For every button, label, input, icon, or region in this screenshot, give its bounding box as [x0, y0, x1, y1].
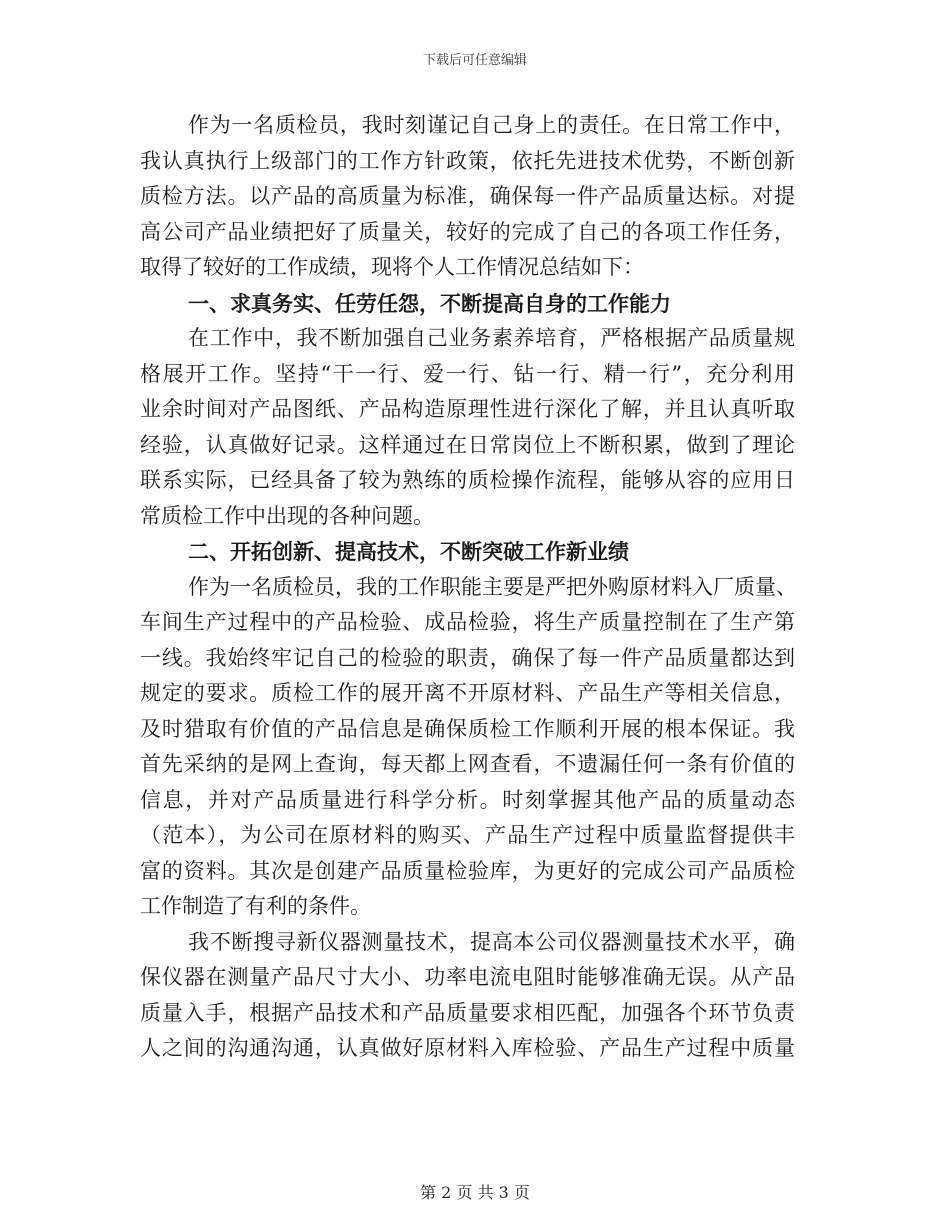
text-line: 及时猎取有价值的产品信息是确保质检工作顺利开展的根本保证。我	[140, 716, 795, 741]
text-line: （范本），为公司在原材料的购买、产品生产过程中质量监督提供丰	[140, 823, 795, 847]
paragraph-innovation	[140, 570, 795, 925]
text-line: 保仪器在测量产品尺寸大小、功率电流电阻时能够准确无误。从产品	[140, 965, 795, 989]
text-line: 我不断搜寻新仪器测量技术，提高本公司仪器测量技术水平，确	[188, 929, 795, 954]
text-line: 在工作中，我不断加强自己业务素养培育，严格根据产品质量规	[188, 326, 795, 350]
text-line: 我认真执行上级部门的工作方针政策，依托先进技术优势，不断创新	[140, 148, 795, 173]
text-line: 经验，认真做好记录。这样通过在日常岗位上不断积累，做到了理论	[140, 432, 795, 457]
page-header: 下载后可任意编辑	[422, 53, 527, 68]
text-line: 质检方法。以产品的高质量为标准，确保每一件产品质量达标。对提	[140, 184, 795, 208]
document-body	[140, 108, 795, 1067]
text-line: 首先采纳的是网上查询，每天都上网查看，不遗漏任何一条有价值的	[140, 752, 795, 776]
text-line: 质量入手，根据产品技术和产品质量要求相匹配，加强各个环节负责	[140, 1000, 795, 1025]
text-line: 作为一名质检员，我时刻谨记自己身上的责任。在日常工作中，	[188, 113, 795, 137]
text-line: 车间生产过程中的产品检验、成品检验，将生产质量控制在了生产第	[140, 610, 795, 634]
section-heading-1: 一、求真务实、任劳任怨，不断提高自身的工作能力	[188, 290, 671, 316]
text-line: 高公司产品业绩把好了质量关，较好的完成了自己的各项工作任务，	[140, 219, 795, 244]
text-line: 人之间的沟通沟通，认真做好原材料入库检验、产品生产过程中质量	[140, 1036, 795, 1060]
text-line: 常质检工作中出现的各种问题。	[140, 503, 434, 528]
section-heading-2: 二、开拓创新、提高技术，不断突破工作新业绩	[188, 539, 629, 564]
text-line: 联系实际，已经具备了较为熟练的质检操作流程，能够从容的应用日	[140, 468, 795, 492]
text-line: 取得了较好的工作成绩，现将个人工作情况总结如下：	[140, 255, 644, 279]
text-line: 信息，并对产品质量进行科学分析。时刻掌握其他产品的质量动态	[140, 787, 795, 812]
text-line: 格展开工作。坚持“干一行、爱一行、钻一行、精一行”，充分利用	[140, 361, 795, 386]
text-line: 业余时间对产品图纸、产品构造原理性进行深化了解，并且认真听取	[140, 397, 795, 421]
text-line: 规定的要求。质检工作的展开离不开原材料、产品生产等相关信息，	[140, 681, 795, 705]
text-line: 作为一名质检员，我的工作职能主要是严把外购原材料入厂质量、	[188, 574, 797, 599]
page-footer: 第 2 页 共 3 页	[420, 1183, 530, 1202]
paragraph-work-ability	[140, 321, 795, 534]
text-line: 工作制造了有利的条件。	[140, 894, 371, 918]
paragraph-instruments	[140, 925, 795, 1067]
paragraph-intro	[140, 108, 795, 286]
text-line: 富的资料。其次是创建产品质量检验库，为更好的完成公司产品质检	[140, 858, 795, 883]
text-line: 一线。我始终牢记自己的检验的职责，确保了每一件产品质量都达到	[140, 645, 795, 670]
